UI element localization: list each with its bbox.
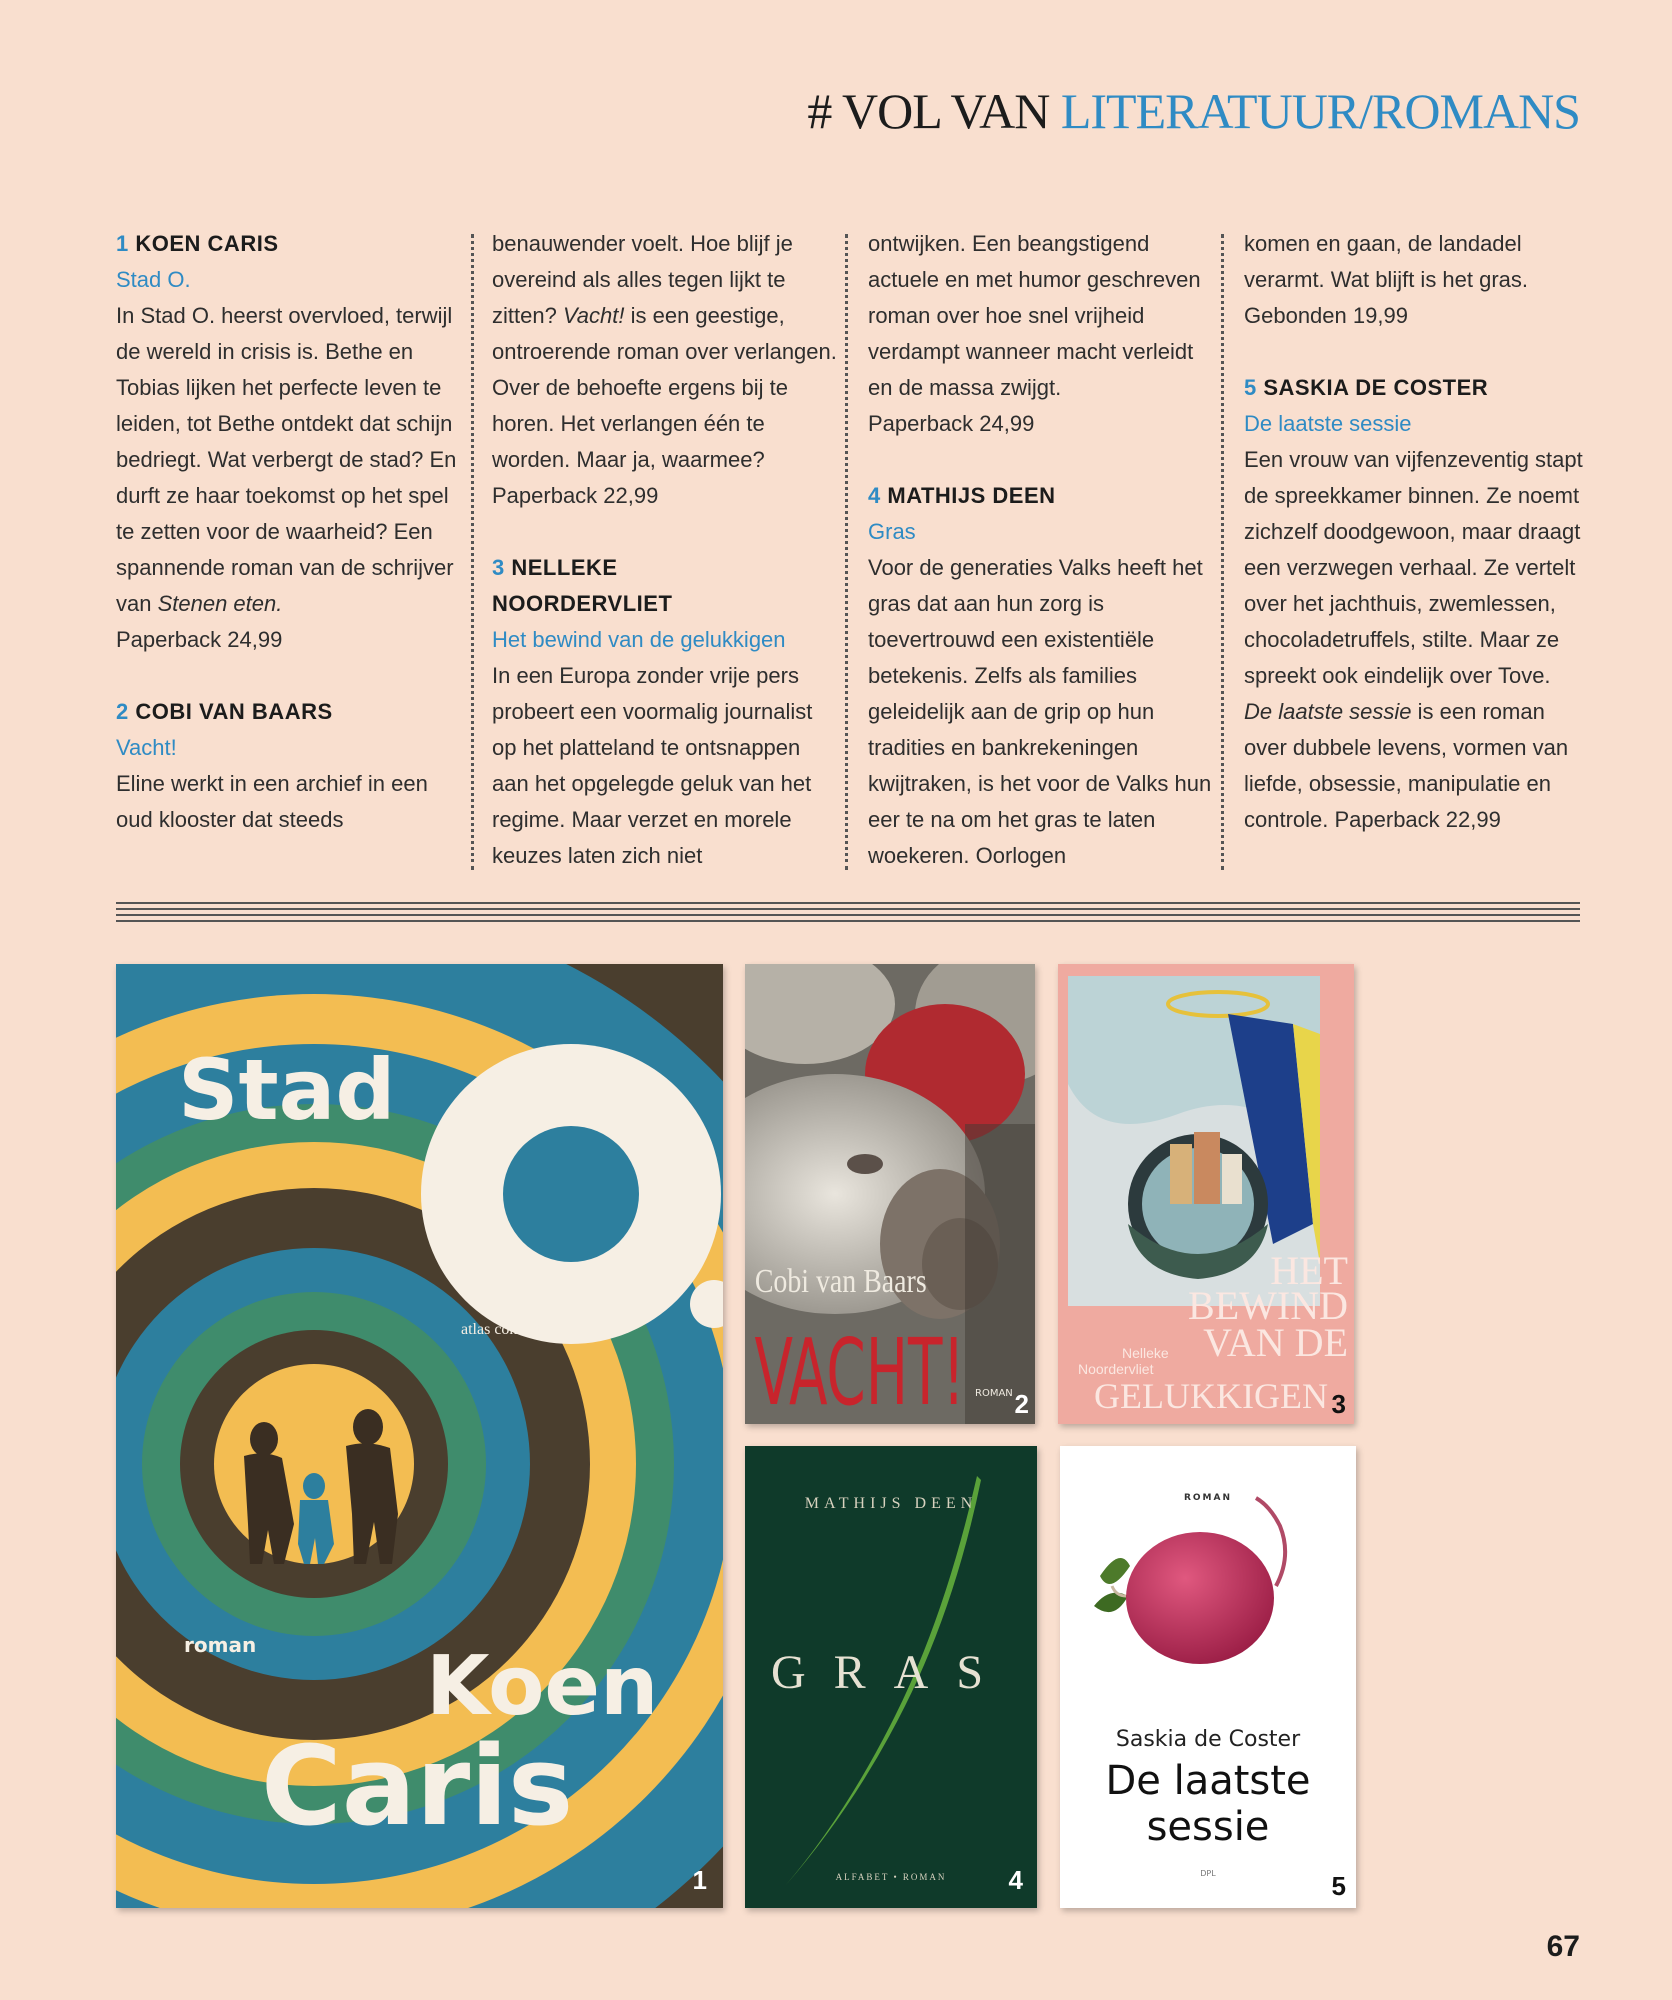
book-5-text-end: is een roman over dubbele levens, vormen van liefde, obsessie, manipulatie en controle. Paperback 22,99 — [1244, 699, 1569, 832]
cover-3-author-l2: Noordervliet — [1078, 1361, 1154, 1377]
book-3-heading — [492, 550, 838, 622]
book-2-number: 2 — [116, 699, 129, 724]
cover-1-author-b: Caris — [261, 1722, 574, 1850]
cover-4-publisher: ALFABET • ROMAN — [835, 1872, 947, 1882]
cover-vacht — [745, 964, 1035, 1424]
book-3-number: 3 — [492, 555, 505, 580]
cover-3-title-l3: VAN DE — [1203, 1320, 1348, 1365]
cover-het-bewind-art — [1058, 964, 1354, 1424]
book-3-description-start: In een Europa zonder vrije pers probeert een voormalig journalist op het platteland te ontsnappen aan het opgelegde geluk van het regime. Maar verzet en morele keuzes laten zich niet — [492, 663, 813, 868]
book-4-number: 4 — [868, 483, 881, 508]
cover-1-genre: roman — [184, 1633, 257, 1657]
book-1-price: Paperback 24,99 — [116, 627, 283, 652]
column-1 — [116, 226, 462, 866]
cover-5-author: Saskia de Coster — [1115, 1727, 1301, 1752]
cover-5-number: 5 — [1331, 1871, 1346, 1901]
cover-5-title-l2: sessie — [1146, 1804, 1270, 1850]
section-divider — [116, 902, 1580, 926]
cover-2-author: Cobi van Baars — [754, 1261, 927, 1300]
cover-5-publisher: DPL — [1200, 1869, 1216, 1878]
cover-4-title: GRAS — [770, 1646, 1012, 1699]
book-3-description-cont: ontwijken. Een beangstigend actuele en met humor geschreven roman over hoe snel vrijheid verdampt wanneer macht verleidt en de massa zwijgt. — [868, 231, 1201, 400]
book-2-description-start: Eline werkt in een archief in een oud klooster dat steeds — [116, 771, 428, 832]
cover-3-title-l1: HET — [1270, 1248, 1348, 1293]
book-2-text: benauwender voelt. Hoe blijf je overeind als alles tegen lijkt te zitten? — [492, 231, 793, 328]
book-5-title: De laatste sessie — [1244, 411, 1412, 436]
book-1-text-italic: Stenen eten. — [157, 591, 283, 616]
cover-gras — [745, 1446, 1037, 1908]
cover-2-genre: ROMAN — [975, 1388, 1013, 1399]
page-number: 67 — [1546, 1930, 1580, 1963]
cover-1-publisher: atlas contact — [461, 1321, 541, 1338]
book-2-text-italic: Vacht! — [562, 303, 625, 328]
book-4-description-cont: komen en gaan, de landadel verarmt. Wat blijft is het gras. — [1244, 231, 1529, 292]
book-3-price: Paperback 24,99 — [868, 411, 1035, 436]
cover-5-title-l1: De laatste — [1105, 1758, 1311, 1804]
book-4-description-start: Voor de generaties Valks heeft het gras dat aan hun zorg is toevertrouwd een existentiële betekenis. Zelfs als families geleidelijk aan de grip op hun tradities en bankrekeningen kwijtraken, is het voor de Valks hun eer te na om het gras te laten woekeren. Oorlogen — [868, 555, 1212, 868]
book-2-heading — [116, 694, 462, 730]
column-divider — [845, 234, 848, 870]
header-prefix: # VOL VAN — [807, 83, 1061, 139]
cover-3-number: 3 — [1331, 1389, 1346, 1419]
book-3-author-line2: NOORDERVLIET — [492, 591, 673, 616]
book-4-title: Gras — [868, 519, 916, 544]
book-5-author: SASKIA DE COSTER — [1263, 375, 1489, 400]
book-5-description — [1244, 442, 1584, 838]
cover-3-title-l2: BEWIND — [1188, 1283, 1348, 1328]
article-columns — [116, 226, 1583, 876]
cover-1-number: 1 — [692, 1865, 707, 1895]
book-3-author-line1: NELLEKE — [511, 555, 618, 580]
book-2-title: Vacht! — [116, 735, 177, 760]
cover-4-author: MATHIJS DEEN — [804, 1495, 978, 1512]
book-1-heading — [116, 226, 462, 262]
cover-5-genre: ROMAN — [1183, 1493, 1233, 1503]
book-4-author: MATHIJS DEEN — [887, 483, 1056, 508]
book-1-description — [116, 298, 462, 622]
cover-vacht-art — [745, 964, 1035, 1424]
cover-de-laatste-sessie-art — [1060, 1446, 1356, 1908]
cover-de-laatste-sessie — [1060, 1446, 1356, 1908]
cover-3-author-l1: Nelleke — [1122, 1345, 1169, 1361]
book-2-author: COBI VAN BAARS — [135, 699, 333, 724]
book-1-author: KOEN CARIS — [135, 231, 279, 256]
book-2-description-cont — [492, 226, 838, 514]
book-1-text: In Stad O. heerst overvloed, terwijl de wereld in crisis is. Bethe en Tobias lijken het perfecte leven te leiden, tot Bethe ontdekt dat schijn bedriegt. Wat verbergt de stad? En durft ze haar toekomst op het spel te zetten voor de waarheid? Een spannende roman van de schrijver van — [116, 303, 457, 616]
book-5-number: 5 — [1244, 375, 1257, 400]
book-1-number: 1 — [116, 231, 129, 256]
cover-gras-art — [745, 1446, 1037, 1908]
cover-1-author-a: Koen — [426, 1639, 659, 1734]
cover-stad-o — [116, 964, 723, 1908]
book-1-title: Stad O. — [116, 267, 191, 292]
column-2 — [492, 226, 838, 866]
book-4-price: Gebonden 19,99 — [1244, 303, 1408, 328]
cover-4-number: 4 — [1008, 1865, 1023, 1895]
book-5-heading — [1244, 370, 1584, 406]
book-5-text: Een vrouw van vijfenzeventig stapt de spreekkamer binnen. Ze noemt zichzelf doodgewoon, maar draagt een verzwegen verhaal. Ze vertelt over het jachthuis, zwemlessen, chocoladetruffels, stilte. Maar ze spreekt ook eindelijk over Tove. — [1244, 447, 1583, 688]
cover-stad-o-art — [116, 964, 723, 1908]
column-divider — [471, 234, 474, 870]
column-4 — [1244, 226, 1584, 866]
cover-2-number: 2 — [1014, 1389, 1029, 1419]
cover-het-bewind — [1058, 964, 1354, 1424]
header-category: LITERATUUR/ROMANS — [1060, 83, 1580, 139]
column-3 — [868, 226, 1214, 866]
cover-3-title-l4: GELUKKIGEN — [1094, 1376, 1328, 1416]
book-4-heading — [868, 478, 1214, 514]
page-header — [807, 82, 1580, 140]
book-2-text-end: is een geestige, ontroerende roman over verlangen. Over de behoefte ergens bij te horen. Het verlangen één te worden. Maar ja, waarmee? Paperback 22,99 — [492, 303, 837, 508]
cover-1-title-a: Stad — [178, 1041, 396, 1139]
book-5-text-italic: De laatste sessie — [1244, 699, 1412, 724]
cover-2-title: VACHT! — [754, 1318, 965, 1424]
book-3-title: Het bewind van de gelukkigen — [492, 627, 786, 652]
column-divider — [1221, 234, 1224, 870]
